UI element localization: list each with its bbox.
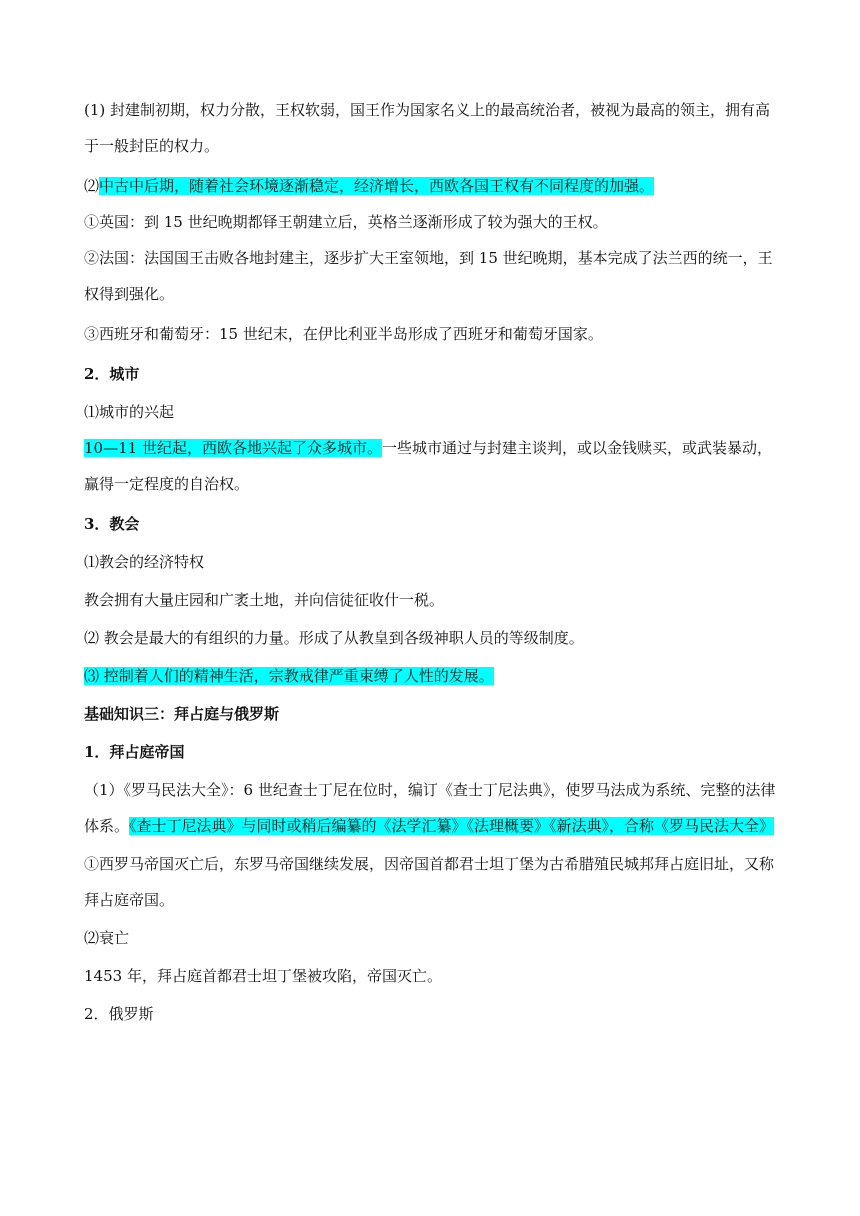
paragraph — [84, 620, 784, 656]
text-run: 一些城市通过与封建主谈判，或以金钱赎买，或武装暴动，赢得一定程度的自治权。 — [84, 439, 772, 493]
highlighted-text: 中古中后期，随着社会环境逐渐稳定，经济增长，西欧各国王权有不同程度的加强。 — [99, 177, 655, 195]
highlighted-text: 10—11 世纪起，西欧各地兴起了众多城市。 — [84, 439, 382, 457]
text-run: 2．城市 — [84, 365, 140, 383]
text-run: ①西罗马帝国灭亡后，东罗马帝国继续发展，因帝国首都君士坦丁堡为古希腊殖民城邦拜占庭旧址，又称拜占庭帝国。 — [84, 855, 775, 909]
paragraph — [84, 996, 784, 1032]
paragraph — [84, 920, 784, 956]
paragraph — [84, 958, 784, 994]
text-run: ⑴城市的兴起 — [84, 403, 175, 421]
text-run: 教会拥有大量庄园和广袤土地，并向信徒征收什一税。 — [84, 591, 445, 609]
text-run: 2．俄罗斯 — [84, 1005, 154, 1023]
section-heading — [84, 506, 784, 542]
text-run: ①英国：到 15 世纪晚期都铎王朝建立后，英格兰逐渐形成了较为强大的王权。 — [84, 213, 608, 231]
highlighted-text: 《查士丁尼法典》与同时或稍后编纂的《法学汇纂》《法理概要》《新法典》，合称《罗马民法大全》 — [129, 817, 775, 835]
paragraph — [84, 846, 784, 918]
text-run: 1453 年，拜占庭首都君士坦丁堡被攻陷，帝国灭亡。 — [84, 967, 442, 985]
section-heading — [84, 696, 784, 732]
highlighted-text: ⑶ 控制着人们的精神生活，宗教戒律严重束缚了人性的发展。 — [84, 667, 494, 685]
paragraph — [84, 316, 784, 352]
document-body — [84, 92, 784, 1032]
text-run: ⑵衰亡 — [84, 929, 130, 947]
text-run: ⑴教会的经济特权 — [84, 553, 205, 571]
paragraph — [84, 240, 784, 312]
text-run: 基础知识三：拜占庭与俄罗斯 — [84, 705, 280, 723]
text-run: 3．教会 — [84, 515, 140, 533]
text-run: 1．拜占庭帝国 — [84, 743, 185, 761]
text-run: ②法国：法国国王击败各地封建主，逐步扩大王室领地，到 15 世纪晚期，基本完成了法兰西的统一，王权得到强化。 — [84, 249, 773, 303]
paragraph — [84, 430, 784, 502]
paragraph — [84, 658, 784, 694]
paragraph — [84, 772, 784, 844]
paragraph — [84, 582, 784, 618]
text-run: ③西班牙和葡萄牙：15 世纪末，在伊比利亚半岛形成了西班牙和葡萄牙国家。 — [84, 325, 603, 343]
paragraph — [84, 394, 784, 430]
text-run: ⑵ — [84, 177, 100, 195]
text-run: ⑵ 教会是最大的有组织的力量。形成了从教皇到各级神职人员的等级制度。 — [84, 629, 584, 647]
section-heading — [84, 734, 784, 770]
paragraph — [84, 204, 784, 240]
text-run: (1) 封建制初期，权力分散，王权软弱，国王作为国家名义上的最高统治者，被视为最高的领主，拥有高于一般封臣的权力。 — [84, 101, 771, 155]
paragraph — [84, 544, 784, 580]
paragraph — [84, 168, 784, 204]
section-heading — [84, 356, 784, 392]
paragraph — [84, 92, 784, 164]
text-run: （1）《罗马民法大全》：6 世纪查士丁尼在位时，编订《查士丁尼法典》，使罗马法成为系统、完整的法律体系。 — [84, 781, 776, 835]
